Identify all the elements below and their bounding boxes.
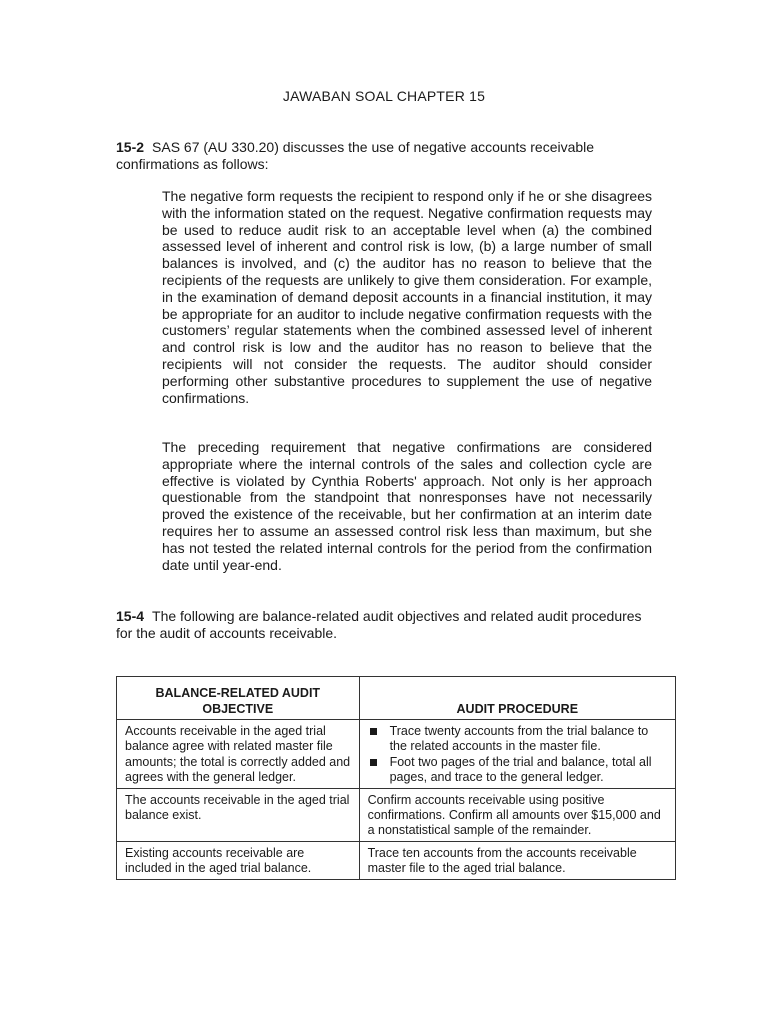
procedure-cell: Confirm accounts receivable using positive confirmations. Confirm all amounts over $15,000 and a nonstatistical sample of the remainder.: [359, 788, 675, 841]
procedure-list: [368, 724, 667, 786]
bullet-square-icon: [370, 728, 377, 735]
column-header-objective: BALANCE-RELATED AUDIT OBJECTIVE: [117, 677, 360, 720]
question-15-4: [116, 608, 652, 641]
question-intro: The following are balance-related audit objectives and related audit procedures for the audit of accounts receivable.: [116, 608, 642, 641]
question-intro: SAS 67 (AU 330.20) discusses the use of negative accounts receivable confirmations as follows:: [116, 139, 595, 172]
page-title: JAWABAN SOAL CHAPTER 15: [282, 88, 486, 104]
objective-cell: Accounts receivable in the aged trial balance agree with related master file amounts; the total is correctly added and agrees with the general ledger.: [117, 720, 360, 789]
list-item: Foot two pages of the trial and balance, total all pages, and trace to the general ledger.: [368, 755, 667, 786]
column-header-procedure: AUDIT PROCEDURE: [359, 677, 675, 720]
audit-objectives-table: [116, 676, 676, 880]
question-15-2: [116, 139, 652, 172]
table-header-row: [117, 677, 676, 720]
table-row: [117, 788, 676, 841]
table-row: [117, 720, 676, 789]
list-item: Trace twenty accounts from the trial balance to the related accounts in the master file.: [368, 724, 667, 755]
objective-cell: The accounts receivable in the aged trial balance exist.: [117, 788, 360, 841]
answer-paragraph: The preceding requirement that negative confirmations are considered appropriate where the internal controls of the sales and collection cycle are effective is violated by Cynthia Roberts' approach. Not only is her approach questionable from the standpoint that nonresponses have not necessarily proved the existence of the receivable, but her confirmation at an interim date requires her to assume an assessed control risk less than maximum, but she has not tested the related internal controls for the period from the confirmation date until year-end.: [162, 439, 652, 573]
table-row: [117, 841, 676, 879]
objective-cell: Existing accounts receivable are included in the aged trial balance.: [117, 841, 360, 879]
question-number: 15-4: [116, 608, 145, 624]
procedure-cell: [359, 720, 675, 789]
quoted-standard: The negative form requests the recipient to respond only if he or she disagrees with the information stated on the request. Negative confirmation requests may be used to reduce audit risk to an acceptable level when (a) the combined assessed level of inherent and control risk is low, (b) a large number of small balances is involved, and (c) the auditor has no reason to believe that the recipients of the requests are unlikely to give them consideration. For example, in the examination of demand deposit accounts in a financial institution, it may be appropriate for an auditor to include negative confirmation requests with the customers’ regular statements when the combined assessed level of inherent and control risk is low and the auditor has no reason to believe that the recipients will not consider the requests. The auditor should consider performing other substantive procedures to supplement the use of negative confirmations.: [162, 188, 652, 406]
procedure-cell: Trace ten accounts from the accounts receivable master file to the aged trial balance.: [359, 841, 675, 879]
question-number: 15-2: [116, 139, 145, 155]
bullet-square-icon: [370, 759, 377, 766]
